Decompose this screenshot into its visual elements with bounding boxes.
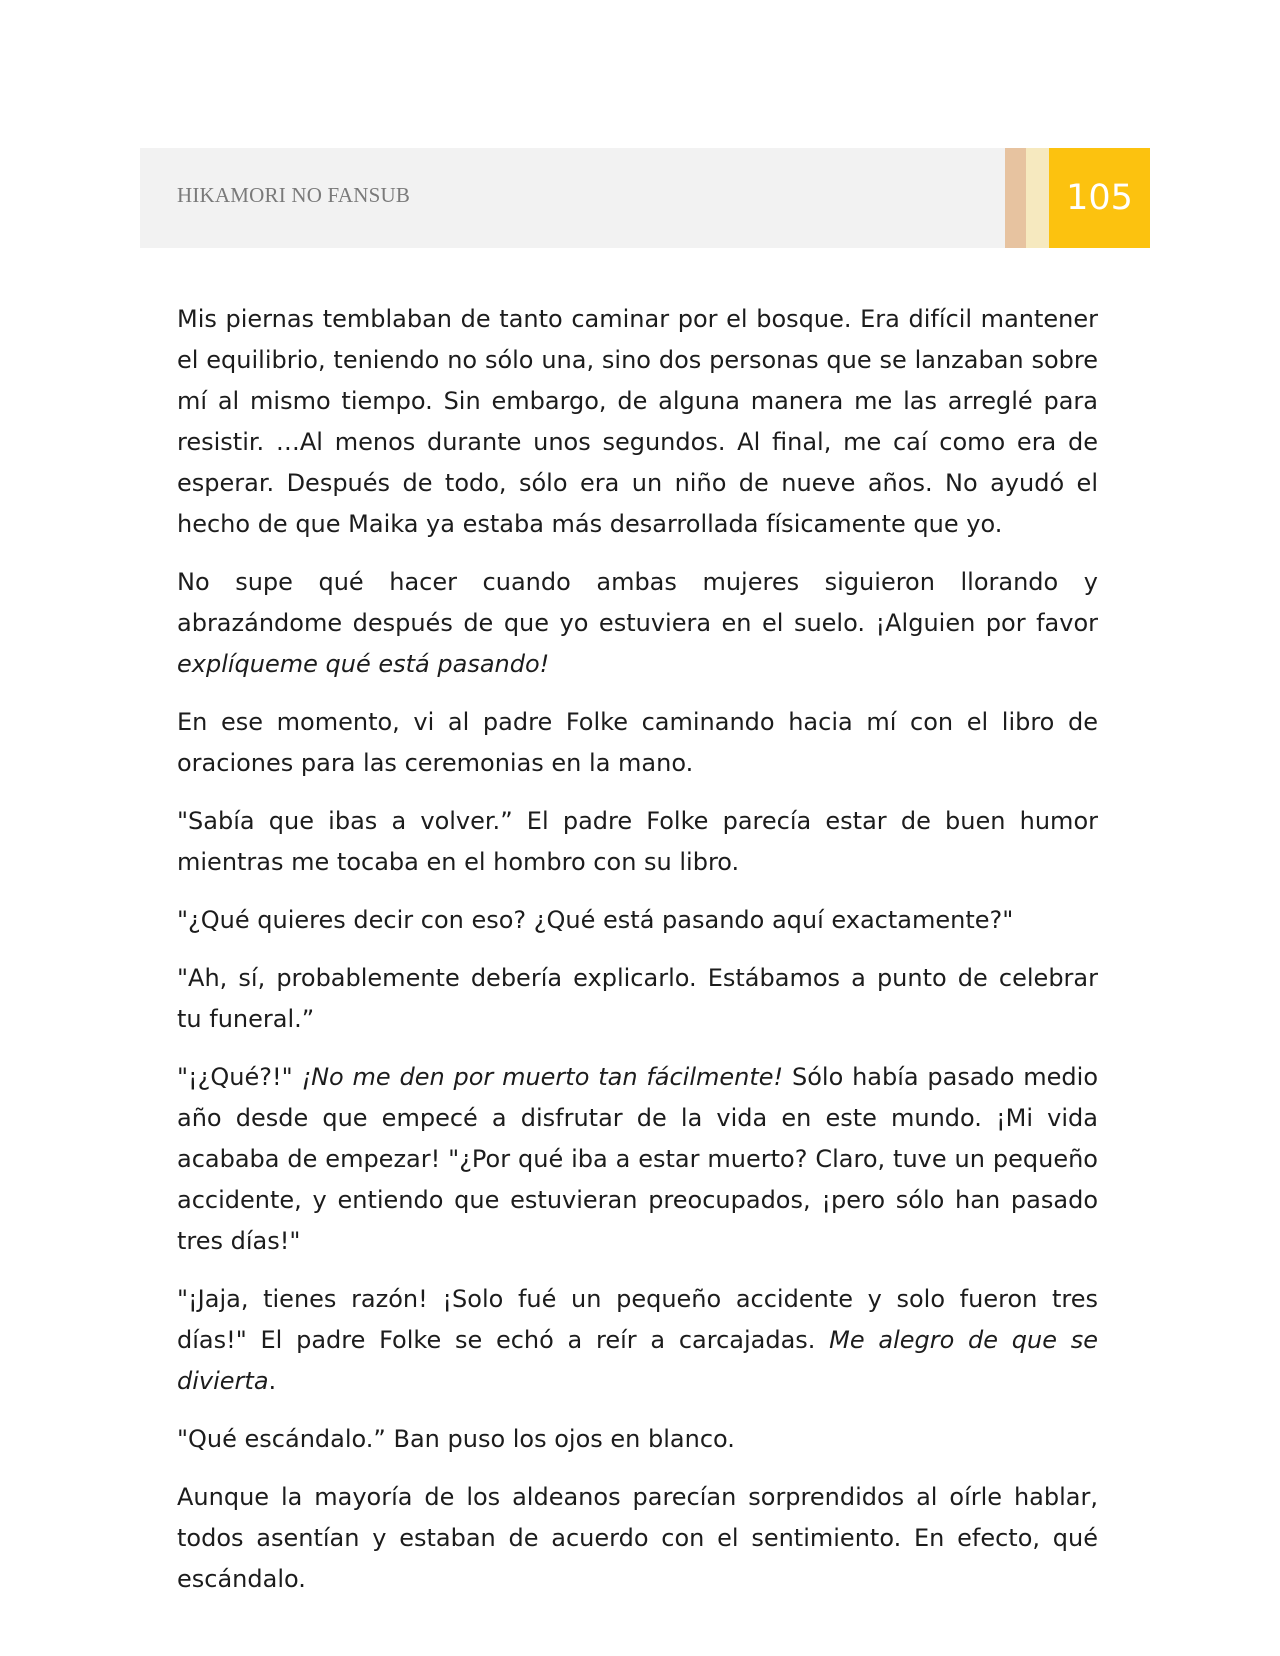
- paragraph: [177, 801, 1098, 883]
- page-number: 105: [1066, 178, 1133, 218]
- paragraph: [177, 1419, 1098, 1460]
- header-title: HIKAMORI NO FANSUB: [177, 183, 411, 207]
- page-number-box: [1049, 148, 1150, 248]
- italic-run: explíqueme qué está pasando!: [177, 650, 550, 678]
- text-run: "Sabía que ibas a volver.” El padre Folke parecía estar de buen humor mientras me tocaba en el hombro con su libro.: [177, 807, 1098, 876]
- text-run: No supe qué hacer cuando ambas mujeres siguieron llorando y abrazándome después de que yo estuviera en el suelo. ¡Alguien por favor: [177, 568, 1098, 637]
- italic-run: ¡No me den por muerto tan fácilmente!: [301, 1063, 784, 1091]
- paragraph: [177, 299, 1098, 545]
- header-accent-stripe: [1005, 148, 1026, 248]
- paragraph: [177, 958, 1098, 1040]
- text-run: En ese momento, vi al padre Folke caminando hacia mí con el libro de oraciones para las ceremonias en la mano.: [177, 708, 1098, 777]
- text-run: "Ah, sí, probablemente debería explicarlo. Estábamos a punto de celebrar tu funeral.”: [177, 964, 1098, 1033]
- text-run: Sólo había pasado medio año desde que empecé a disfrutar de la vida en este mundo. ¡Mi vida acababa de empezar! "¿Por qué iba a estar muerto? Claro, tuve un pequeño accidente, y entiendo que estuvieran preocupados, ¡pero sólo han pasado tres días!": [177, 1063, 1098, 1255]
- text-run: .: [268, 1367, 277, 1395]
- text-run: "¡Jaja, tienes razón! ¡Solo fué un pequeño accidente y solo fueron tres días!" El padre Folke se echó a reír a carcajadas.: [177, 1285, 1098, 1354]
- paragraph: [177, 1279, 1098, 1402]
- paragraph: [177, 562, 1098, 685]
- italic-run: Me alegro de que se divierta: [177, 1326, 1098, 1395]
- paragraph: [177, 702, 1098, 784]
- paragraph: [177, 1477, 1098, 1600]
- text-run: "¡¿Qué?!": [177, 1063, 302, 1091]
- text-run: Aunque la mayoría de los aldeanos parecían sorprendidos al oírle hablar, todos asentían y estaban de acuerdo con el sentimiento. En efecto, qué escándalo.: [177, 1483, 1098, 1593]
- body-text: [177, 299, 1098, 1617]
- text-run: "¿Qué quieres decir con eso? ¿Qué está pasando aquí exactamente?": [177, 906, 1014, 934]
- paragraph: [177, 1057, 1098, 1262]
- text-run: "Qué escándalo.” Ban puso los ojos en blanco.: [177, 1425, 735, 1453]
- running-header: [140, 148, 1005, 248]
- text-run: Mis piernas temblaban de tanto caminar por el bosque. Era difícil mantener el equilibrio, teniendo no sólo una, sino dos personas que se lanzaban sobre mí al mismo tiempo. Sin embargo, de alguna manera me las arreglé para resistir. …Al menos durante unos segundos. Al final, me caí como era de esperar. Después de todo, sólo era un niño de nueve años. No ayudó el hecho de que Maika ya estaba más desarrollada físicamente que yo.: [177, 305, 1098, 538]
- paragraph: [177, 900, 1098, 941]
- header-accent-stripe-light: [1026, 148, 1049, 248]
